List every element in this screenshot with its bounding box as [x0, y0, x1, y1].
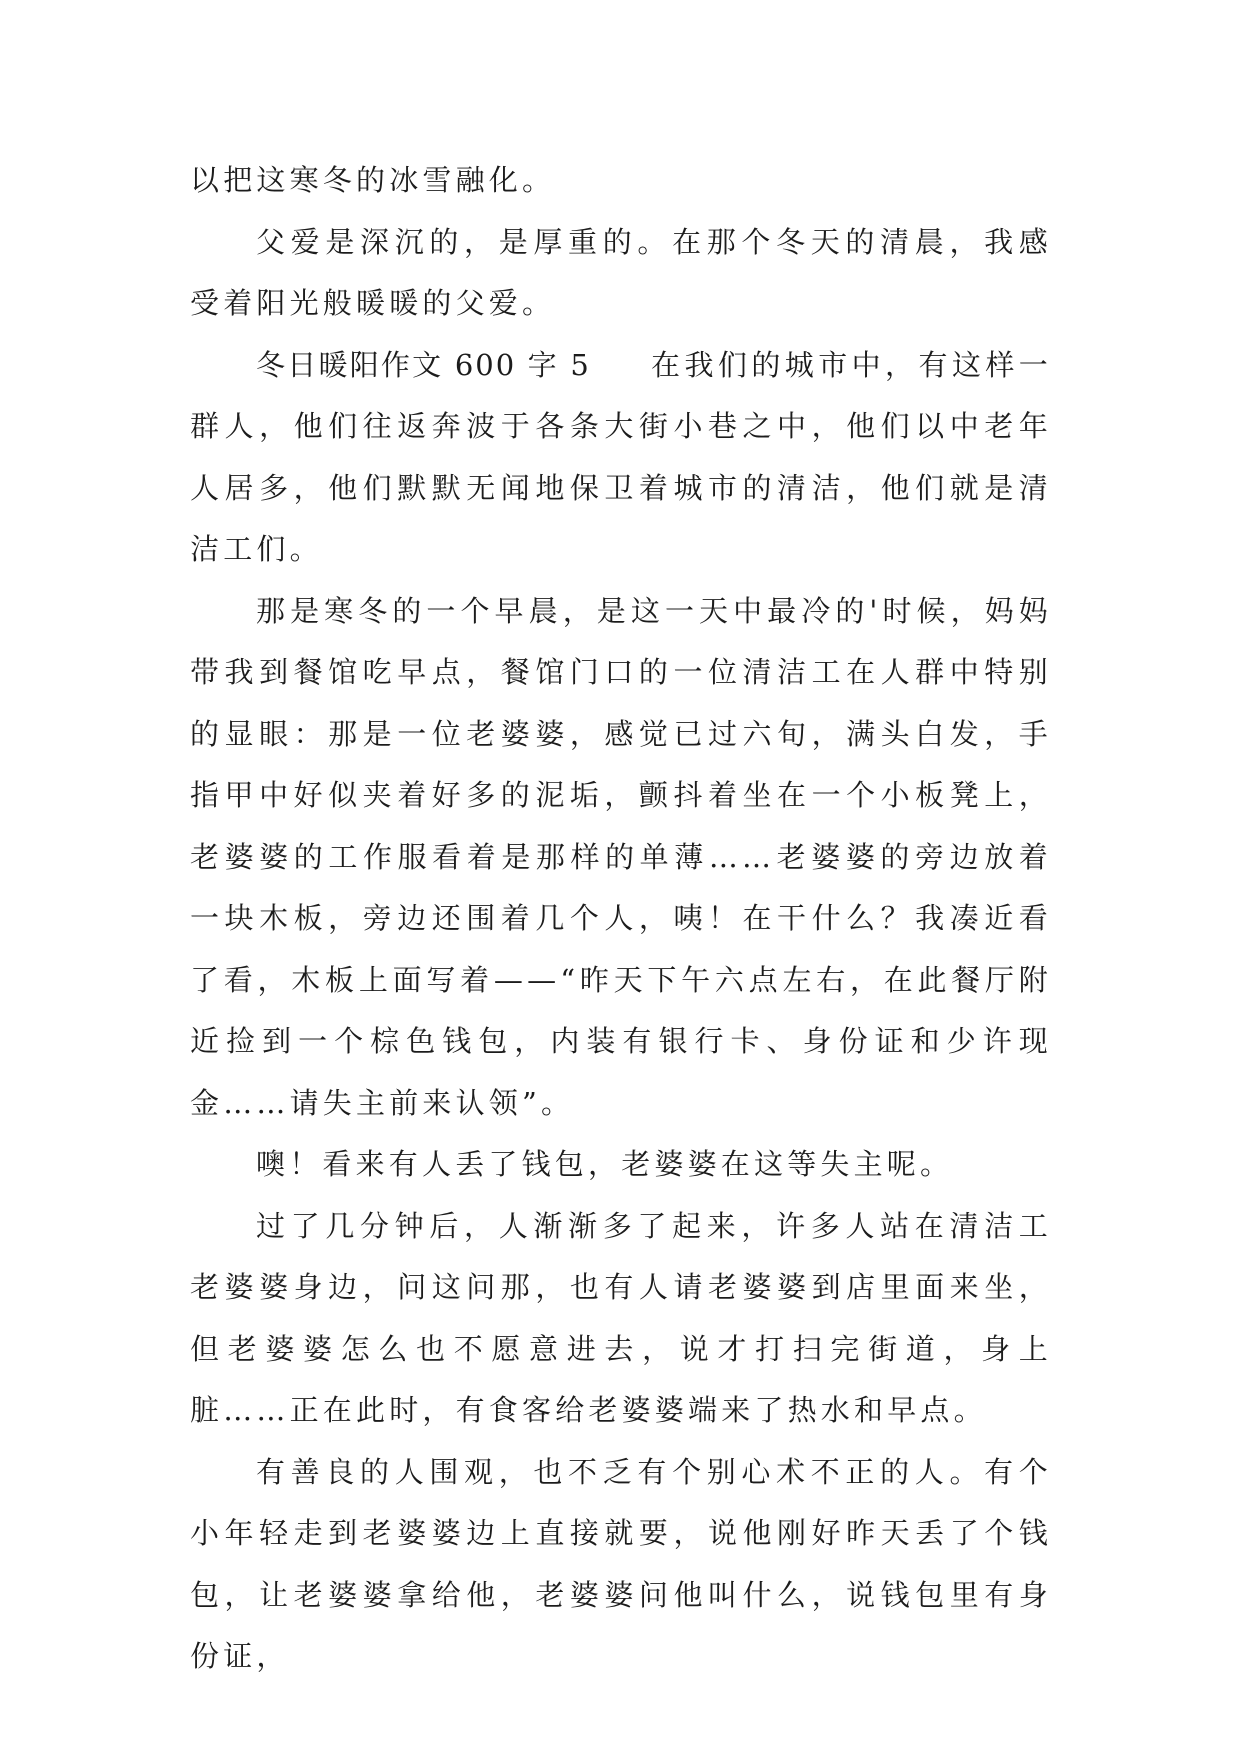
- paragraph: 噢！看来有人丢了钱包，老婆婆在这等失主呢。: [256, 1147, 954, 1181]
- article-heading: 冬日暖阳作文 600 字 5: [256, 347, 591, 382]
- paragraph: 那是寒冬的一个早晨，是这一天中最冷的'时候，妈妈带我到餐馆吃早点，餐馆门口的一位清洁工在人群中特别的显眼：那是一位老婆婆，感觉已过六旬，满头白发，手指甲中好似夹着好多的泥垢，颤抖着坐在一个小板凳上，老婆婆的工作服看着是那样的单薄……老婆婆的旁边放着一块木板，旁边还围着几个人，咦！在干什么？我凑近看了看，木板上面写着——“昨天下午六点左右，在此餐厅附近捡到一个棕色钱包，内装有银行卡、身份证和少许现金……请失主前来认领”。: [190, 593, 1052, 1120]
- paragraph-with-heading: [190, 335, 1052, 581]
- paragraph: 过了几分钟后，人渐渐多了起来，许多人站在清洁工老婆婆身边，问这问那，也有人请老婆婆到店里面来坐，但老婆婆怎么也不愿意进去，说才打扫完街道，身上脏……正在此时，有食客给老婆婆端来了热水和早点。: [190, 1208, 1052, 1427]
- paragraph: 有善良的人围观，也不乏有个别心术不正的人。有个小年轻走到老婆婆边上直接就要，说他刚好昨天丢了个钱包，让老婆婆拿给他，老婆婆问他叫什么，说钱包里有身份证，: [190, 1454, 1052, 1673]
- document-body: [190, 150, 1052, 1688]
- paragraph-text: 在我们的城市中，有这样一群人，他们往返奔波于各条大街小巷之中，他们以中老年人居多，他们默默无闻地保卫着城市的清洁，他们就是清洁工们。: [190, 347, 1052, 566]
- paragraph: 以把这寒冬的冰雪融化。: [190, 163, 556, 197]
- paragraph: 父爱是深沉的，是厚重的。在那个冬天的清晨，我感受着阳光般暖暖的父爱。: [190, 224, 1052, 320]
